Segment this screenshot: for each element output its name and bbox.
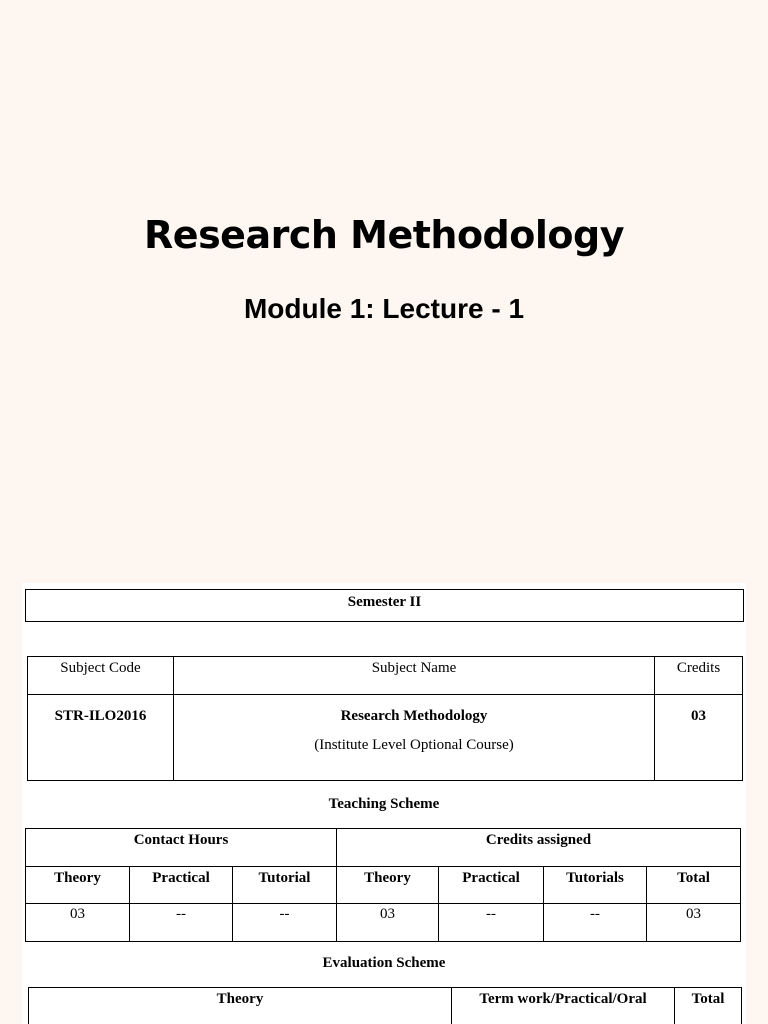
subject-table (27, 656, 743, 781)
col-tutorial: Tutorial (233, 867, 337, 904)
credits-header: Credits (655, 657, 743, 695)
slide-subtitle: Module 1: Lecture - 1 (243, 293, 525, 324)
val-credit-tutorials: -- (544, 904, 647, 942)
credits-value: 03 (655, 695, 743, 781)
val-credit-theory: 03 (337, 904, 439, 942)
subject-name-cell (174, 695, 655, 781)
credits-assigned-header: Credits assigned (337, 829, 741, 867)
val-tutorial: -- (233, 904, 337, 942)
subject-name-header: Subject Name (174, 657, 655, 695)
col-practical: Practical (130, 867, 233, 904)
evaluation-scheme-heading: Evaluation Scheme (322, 955, 446, 971)
col-theory: Theory (26, 867, 130, 904)
col-total: Total (647, 867, 741, 904)
col-credit-practical: Practical (439, 867, 544, 904)
val-theory: 03 (26, 904, 130, 942)
subject-name-note: (Institute Level Optional Course) (314, 737, 514, 753)
subject-code-header: Subject Code (28, 657, 174, 695)
col-credit-tutorials: Tutorials (544, 867, 647, 904)
syllabus-document (22, 583, 746, 1024)
teaching-scheme-heading: Teaching Scheme (328, 796, 440, 812)
semester-table (25, 589, 744, 622)
subject-code-value: STR-ILO2016 (28, 695, 174, 781)
contact-hours-header: Contact Hours (26, 829, 337, 867)
eval-theory-header: Theory (29, 988, 452, 1024)
val-practical: -- (130, 904, 233, 942)
val-total: 03 (647, 904, 741, 942)
slide-title: Research Methodology (144, 213, 624, 257)
semester-label: Semester II (26, 590, 744, 622)
col-credit-theory: Theory (337, 867, 439, 904)
val-credit-practical: -- (439, 904, 544, 942)
teaching-scheme-table (25, 828, 741, 942)
eval-termwork-header: Term work/Practical/Oral (452, 988, 675, 1024)
evaluation-scheme-table (28, 987, 742, 1024)
eval-total-header: Total (675, 988, 742, 1024)
subject-name-value: Research Methodology (340, 708, 488, 724)
